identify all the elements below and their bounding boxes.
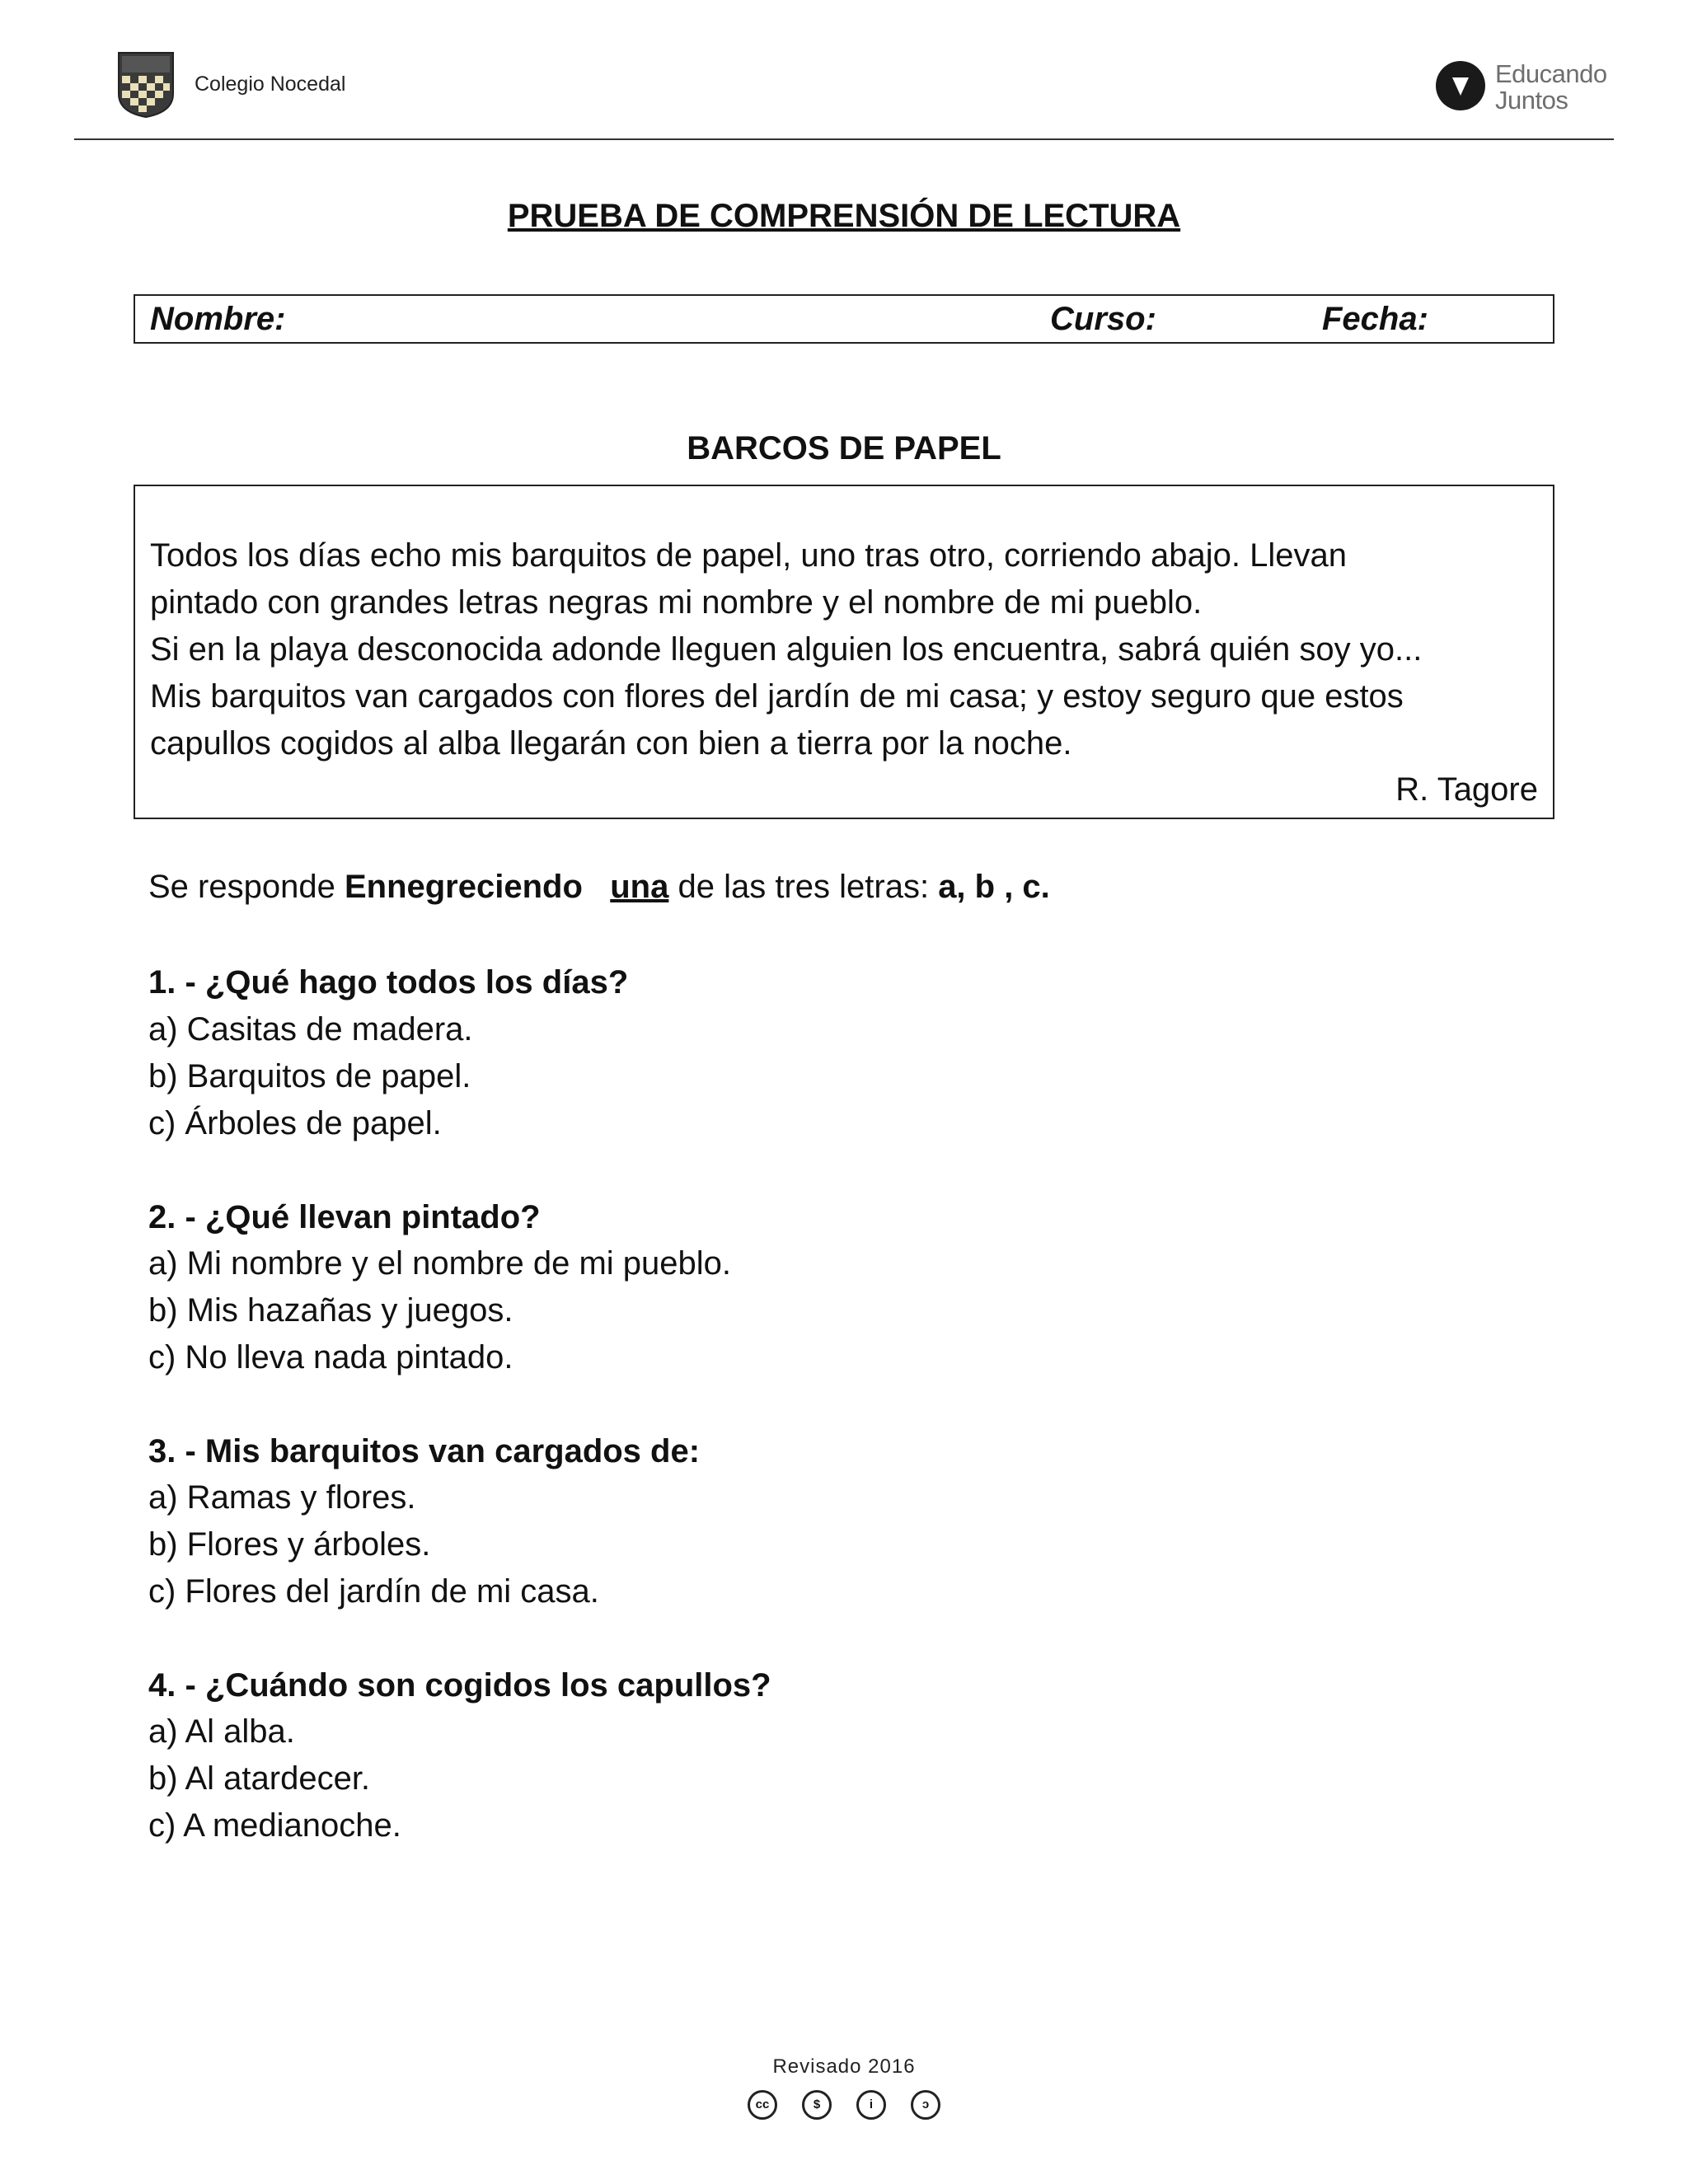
question-3-option-b[interactable]: b) Flores y árboles. <box>148 1526 431 1563</box>
instruction-underlined: una <box>610 869 669 905</box>
nombre-label: Nombre: <box>150 301 286 337</box>
story-line: capullos cogidos al alba llegarán con bien a tierra por la noche. <box>150 725 1072 762</box>
question-1-option-b[interactable]: b) Barquitos de papel. <box>148 1058 471 1094</box>
question-4-option-b[interactable]: b) Al atardecer. <box>148 1760 371 1797</box>
question-2-option-a[interactable]: a) Mi nombre y el nombre de mi pueblo. <box>148 1245 731 1282</box>
question-1: 1. - ¿Qué hago todos los días? <box>148 964 629 1001</box>
question-4: 4. - ¿Cuándo son cogidos los capullos? <box>148 1667 771 1704</box>
story-line: Todos los días echo mis barquitos de papel, uno tras otro, corriendo abajo. Llevan <box>150 537 1347 574</box>
story-box <box>134 485 1554 819</box>
revised-note: Revisado 2016 <box>772 2055 916 2078</box>
license-badges <box>748 2090 940 2123</box>
story-line: pintado con grandes letras negras mi nombre y el nombre de mi pueblo. <box>150 584 1203 621</box>
header-divider <box>74 138 1614 140</box>
student-info-box <box>134 294 1554 344</box>
sharealike-icon: ↄ <box>911 2090 940 2120</box>
school-crest-logo <box>117 51 175 119</box>
attribution-icon: i <box>856 2090 886 2120</box>
question-4-option-a[interactable]: a) Al alba. <box>148 1713 295 1750</box>
question-3-option-c[interactable]: c) Flores del jardín de mi casa. <box>148 1573 599 1610</box>
curso-label: Curso: <box>1050 301 1156 337</box>
question-2-option-c[interactable]: c) No lleva nada pintado. <box>148 1339 513 1376</box>
story-line: Mis barquitos van cargados con flores del jardín de mi casa; y estoy seguro que estos <box>150 678 1404 715</box>
instruction-text <box>148 869 1050 906</box>
page-title: PRUEBA DE COMPRENSIÓN DE LECTURA <box>507 198 1181 234</box>
noncommercial-icon: $ <box>802 2090 832 2120</box>
question-4-option-c[interactable]: c) A medianoche. <box>148 1807 401 1844</box>
brand-name-line1: Educando <box>1495 59 1607 88</box>
brand-name-line2: Juntos <box>1495 86 1568 115</box>
instruction-bold-verb: Ennegreciendo <box>344 869 583 905</box>
instruction-part1: Se responde <box>148 869 345 905</box>
question-2-option-b[interactable]: b) Mis hazañas y juegos. <box>148 1292 513 1329</box>
question-1-option-a[interactable]: a) Casitas de madera. <box>148 1011 473 1047</box>
question-2: 2. - ¿Qué llevan pintado? <box>148 1199 541 1235</box>
fecha-label: Fecha: <box>1322 301 1428 337</box>
cc-icon: cc <box>748 2090 777 2120</box>
story-title: BARCOS DE PAPEL <box>687 430 1001 466</box>
instruction-letters: a, b , c. <box>938 869 1050 905</box>
story-author: R. Tagore <box>1395 771 1538 808</box>
brand-mark-icon <box>1436 61 1485 110</box>
question-1-option-c[interactable]: c) Árboles de papel. <box>148 1105 442 1141</box>
story-line: Si en la playa desconocida adonde lleguen alguien los encuentra, sabrá quién soy yo... <box>150 631 1423 668</box>
educando-juntos-logo <box>1436 58 1609 115</box>
question-3: 3. - Mis barquitos van cargados de: <box>148 1433 701 1469</box>
question-3-option-a[interactable]: a) Ramas y flores. <box>148 1479 416 1516</box>
instruction-part2: de las tres letras: <box>678 869 939 905</box>
school-name: Colegio Nocedal <box>195 73 346 96</box>
